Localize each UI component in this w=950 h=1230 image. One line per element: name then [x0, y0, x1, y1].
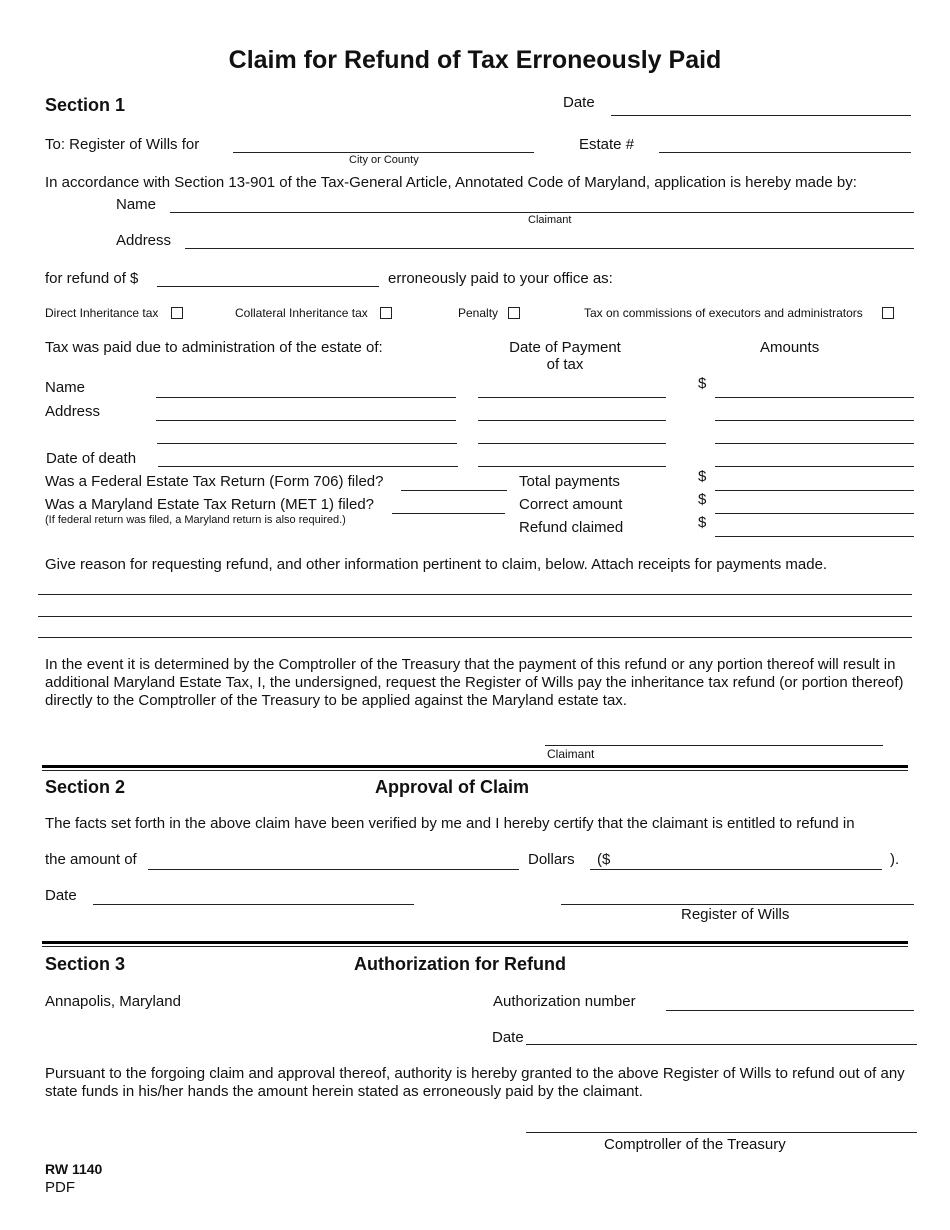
refund-amount-field[interactable]: [157, 268, 379, 287]
claimant-caption: Claimant: [528, 214, 572, 226]
section-3-heading: Section 3: [45, 954, 126, 974]
federal-return-answer-field[interactable]: [401, 472, 507, 491]
direct-inheritance-label: Direct Inheritance tax: [45, 306, 159, 320]
dollars-label: Dollars: [528, 851, 575, 868]
city-county-caption: City or County: [349, 154, 419, 166]
maryland-return-question: Was a Maryland Estate Tax Return (MET 1) filed?: [45, 496, 375, 513]
decedent-name-label: Name: [45, 379, 86, 396]
register-signature-line[interactable]: [561, 904, 914, 905]
maryland-return-note: (If federal return was filed, a Maryland return is also required.): [45, 514, 346, 526]
reason-line[interactable]: [38, 594, 912, 595]
section-2-heading: Section 2: [45, 777, 126, 797]
amount-field[interactable]: [715, 379, 914, 398]
collateral-inheritance-label: Collateral Inheritance tax: [235, 306, 368, 320]
penalty-checkbox[interactable]: [508, 307, 520, 319]
date-of-payment-header-line1: Date of Payment: [509, 339, 621, 356]
city-county-field[interactable]: [233, 134, 534, 153]
approval-date-field[interactable]: [93, 886, 414, 905]
format-label: PDF: [45, 1179, 75, 1196]
erroneously-paid-label: erroneously paid to your office as:: [388, 270, 613, 287]
date-of-death-field[interactable]: [158, 448, 458, 467]
refund-claimed-label: Refund claimed: [519, 519, 624, 536]
collateral-inheritance-checkbox[interactable]: [380, 307, 392, 319]
paren-dollar-open: ($: [597, 851, 611, 868]
paren-close: ).: [890, 851, 900, 868]
authorization-for-refund-title: Authorization for Refund: [354, 954, 566, 974]
register-of-wills-caption: Register of Wills: [681, 906, 790, 923]
amount-field[interactable]: [715, 425, 914, 444]
maryland-return-answer-field[interactable]: [392, 495, 505, 514]
section-divider: [42, 941, 908, 944]
payment-date-field[interactable]: [478, 448, 666, 467]
authorization-number-label: Authorization number: [493, 993, 636, 1010]
section-divider-thin: [42, 946, 908, 947]
date-of-death-label: Date of death: [46, 450, 137, 467]
direct-inheritance-checkbox[interactable]: [171, 307, 183, 319]
reason-line[interactable]: [38, 616, 912, 617]
refund-claimed-field[interactable]: [715, 518, 914, 537]
claimant-signature-line[interactable]: [545, 745, 883, 746]
correct-amount-field[interactable]: [715, 495, 914, 514]
claimant-signature-caption: Claimant: [547, 747, 595, 761]
claimant-address-field[interactable]: [185, 230, 914, 249]
decedent-name-field[interactable]: [156, 379, 456, 398]
approval-date-label: Date: [45, 887, 77, 904]
approved-amount-numeric-field[interactable]: [590, 851, 882, 870]
decedent-address-field-1[interactable]: [156, 402, 456, 421]
reason-line[interactable]: [38, 637, 912, 638]
approval-of-claim-title: Approval of Claim: [375, 777, 530, 797]
claimant-address-label: Address: [116, 232, 172, 249]
refund-amount-label: for refund of $: [45, 270, 139, 287]
commissions-tax-checkbox[interactable]: [882, 307, 894, 319]
section-divider-thin: [42, 770, 908, 771]
authorization-number-field[interactable]: [666, 992, 914, 1011]
payment-date-field[interactable]: [478, 379, 666, 398]
reason-instructions: Give reason for requesting refund, and other information pertinent to claim, below. Attach receipts for payments made.: [45, 556, 828, 573]
estate-number-field[interactable]: [659, 134, 911, 153]
authorization-date-label: Date: [492, 1029, 524, 1046]
tax-paid-label: Tax was paid due to administration of the estate of:: [45, 339, 383, 356]
estate-number-label: Estate #: [579, 136, 635, 153]
claimant-name-field[interactable]: [170, 194, 914, 213]
register-of-wills-label: To: Register of Wills for: [45, 136, 200, 153]
decedent-address-field-2[interactable]: [157, 425, 457, 444]
section-divider: [42, 765, 908, 768]
authorization-paragraph: Pursuant to the forgoing claim and approval thereof, authority is hereby granted to the above Register of Wills to refund out of any state funds in his/her hands the amount herein stated as erroneously paid by the claimant.: [45, 1065, 905, 1100]
application-intro: In accordance with Section 13-901 of the Tax-General Article, Annotated Code of Maryland, application is hereby made by:: [45, 174, 857, 191]
section-1-heading: Section 1: [45, 95, 126, 115]
amount-label: the amount of: [45, 851, 137, 868]
total-payments-field[interactable]: [715, 472, 914, 491]
comptroller-caption: Comptroller of the Treasury: [604, 1136, 786, 1153]
commissions-tax-label: Tax on commissions of executors and administrators: [584, 306, 863, 320]
dollar-sign: $: [698, 468, 707, 485]
date-of-payment-header-line2: of tax: [546, 356, 584, 373]
payment-date-field[interactable]: [478, 425, 666, 444]
payment-date-field[interactable]: [478, 402, 666, 421]
correct-amount-label: Correct amount: [519, 496, 623, 513]
date-field[interactable]: [611, 97, 911, 116]
comptroller-request-paragraph: In the event it is determined by the Comptroller of the Treasury that the payment of this refund or any portion thereof will result in additional Maryland Estate Tax, I, the undersigned, request the Register of Wills pay the inheritance tax refund (or portion thereof) directly to the Comptroller of the Treasury to be applied against the Maryland estate tax.: [45, 656, 904, 709]
approved-amount-words-field[interactable]: [148, 851, 519, 870]
dollar-sign: $: [698, 375, 707, 392]
total-payments-label: Total payments: [519, 473, 620, 490]
claimant-name-label: Name: [116, 196, 157, 213]
amounts-header: Amounts: [760, 339, 820, 356]
amount-field[interactable]: [715, 402, 914, 421]
authorization-date-field[interactable]: [526, 1026, 917, 1045]
amount-field[interactable]: [715, 448, 914, 467]
federal-return-question: Was a Federal Estate Tax Return (Form 706) filed?: [45, 473, 384, 490]
dollar-sign: $: [698, 491, 707, 508]
penalty-label: Penalty: [458, 306, 499, 320]
decedent-address-label: Address: [45, 403, 101, 420]
location-text: Annapolis, Maryland: [45, 993, 181, 1010]
form-number: RW 1140: [45, 1161, 103, 1177]
form-title: Claim for Refund of Tax Erroneously Paid: [228, 46, 722, 74]
certify-statement: The facts set forth in the above claim have been verified by me and I hereby certify that the claimant is entitled to refund in: [45, 815, 855, 832]
date-label: Date: [563, 94, 595, 111]
comptroller-signature-line[interactable]: [526, 1132, 917, 1133]
dollar-sign: $: [698, 514, 707, 531]
